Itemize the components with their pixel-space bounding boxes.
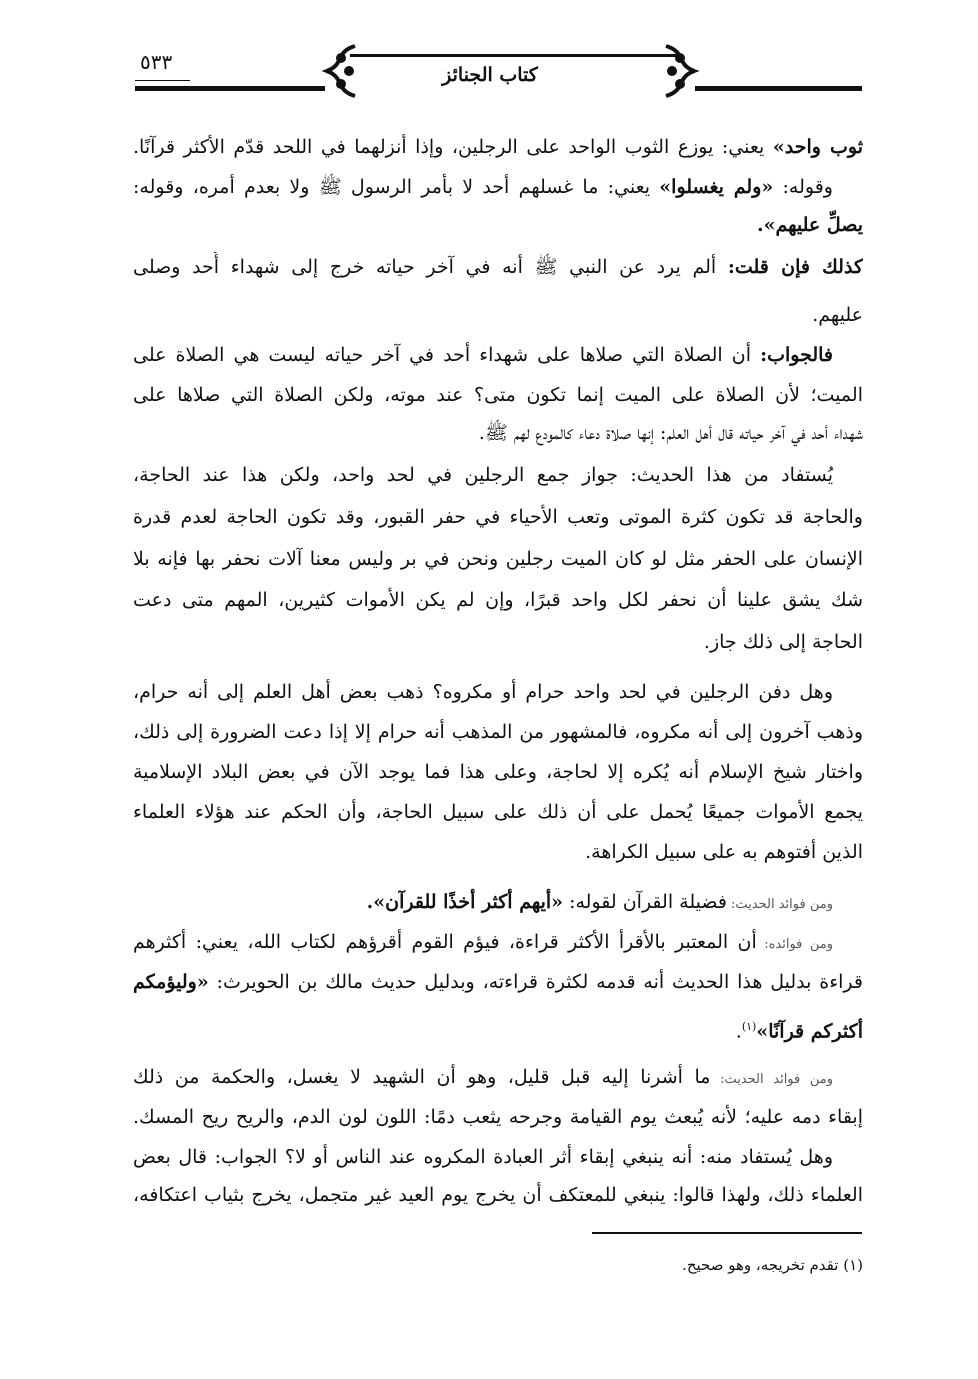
text-segment: الميت؛ لأن الصلاة على الميت إنما تكون متى؟ عند موته، ولكن الصلاة التي صلاها على <box>133 384 863 406</box>
header-rule-left-thin <box>135 80 190 81</box>
header-rule-left <box>135 86 325 91</box>
ornament-left-icon <box>315 44 361 98</box>
text-segment: قراءة بدليل هذا الحديث أنه قدمه لكثرة قراءته، وبدليل حديث مالك بن الحويرث: <box>208 971 863 993</box>
text-line <box>133 927 863 957</box>
bold-text: فالجواب: <box>760 344 833 366</box>
text-segment: الإنسان على الحفر مثل لو كان الميت رجلين ونحن في بر وليس معنا آلات نحفر بها فإنه بلا <box>133 548 863 570</box>
section-label: ومن فوائد الحديث: <box>710 1072 833 1087</box>
header-rule-right <box>695 86 862 91</box>
text-line <box>133 717 863 747</box>
text-segment: . <box>735 1020 742 1043</box>
text-segment: إبقاء دمه عليه؛ لأنه يُبعث يوم القيامة وجرحه يثعب دمًا: اللون لون الدم، والريح ريح المسك. <box>133 1106 863 1128</box>
text-segment: وهل دفن الرجلين في لحد واحد حرام أو مكروه؟ ذهب بعض أهل العلم إلى أنه حرام، <box>133 681 833 703</box>
text-line <box>133 502 863 532</box>
footnote-separator <box>592 1232 862 1234</box>
text-line <box>133 380 863 410</box>
text-segment: يعني: ما غسلهم أحد لا بأمر الرسول ﷺ ولا بعدم أمره، وقوله: <box>133 176 660 198</box>
text-segment: الحاجة إلى ذلك جاز. <box>703 631 863 653</box>
text-line <box>133 132 863 162</box>
bold-text: أكثركم قرآنًا» <box>756 1020 863 1043</box>
text-segment: شهداء أحد في آخر حياته قال أهل العلم: إنها صلاة دعاء كالمودع لهم ﷺ. <box>478 422 863 444</box>
text-line <box>133 1102 863 1132</box>
text-segment: فضيلة القرآن لقوله: <box>563 891 727 913</box>
text-line <box>133 1142 863 1172</box>
text-line <box>133 1180 863 1210</box>
footnote-ref: (١) <box>741 1020 757 1033</box>
text-segment: ألم يرد عن النبي ﷺ أنه في آخر حياته خرج إلى شهداء أُحد وصلى <box>133 256 728 278</box>
text-line <box>133 677 863 707</box>
text-line <box>133 252 863 282</box>
text-line <box>133 967 863 997</box>
header-rule-top <box>350 54 680 57</box>
ornament-right-icon <box>660 44 706 98</box>
text-segment: وقوله: <box>773 176 833 198</box>
text-segment: واختار شيخ الإسلام أنه يُكره إلا لحاجة، وعلى هذا فما يوجد الآن في بعض البلاد الإسلامية <box>133 761 863 783</box>
footnote: (١) تقدم تخريجه، وهو صحيح. <box>682 1256 863 1274</box>
text-segment: شك يشق علينا أن نحفر لكل واحد قبرًا، وإن لم يكن الأموات كثيرين، المهم متى دعت <box>133 589 863 611</box>
text-segment: وذهب آخرون إلى أنه مكروه، فالمشهور من المذهب أنه حرام إلا إذا دعت الضرورة إلى ذلك، <box>133 721 863 743</box>
text-segment: العلماء ذلك، ولهذا قالوا: ينبغي للمعتكف أن يخرج يوم العيد غير متجمل، يخرج بثياب اعتكافه، <box>133 1184 863 1206</box>
bold-text: يصلِّ عليهم». <box>756 214 863 236</box>
text-line <box>133 172 863 202</box>
text-segment: الذين أفتوهم به على سبيل الكراهة. <box>585 841 863 863</box>
section-label: ومن فوائد الحديث: <box>726 897 833 912</box>
text-line <box>133 418 863 448</box>
text-line <box>133 340 863 370</box>
text-line <box>133 544 863 574</box>
text-line <box>133 837 863 867</box>
bold-text: كذلك فإن قلت: <box>727 256 863 278</box>
page-number: ٥٣٣ <box>140 50 173 74</box>
text-line <box>133 627 863 657</box>
bold-text: «ولم يغسلوا» <box>659 176 774 198</box>
text-line <box>133 460 863 490</box>
text-segment: وهل يُستفاد منه: أنه ينبغي إبقاء أثر العبادة المكروه عند الناس أو لا؟ الجواب: قال بعض <box>133 1146 833 1168</box>
text-segment: يعني: يوزع الثوب الواحد على الرجلين، وإذا أنزلهما في اللحد قدّم الأكثر قرآنًا. <box>133 136 773 158</box>
bold-text: ثوب واحد» <box>772 136 863 158</box>
text-line <box>133 300 863 330</box>
text-line <box>133 210 863 240</box>
section-label: ومن فوائده: <box>756 937 833 952</box>
text-line <box>133 585 863 615</box>
text-line <box>133 757 863 787</box>
text-line <box>133 797 863 827</box>
running-title: كتاب الجنائز <box>442 64 538 86</box>
text-line <box>133 887 863 920</box>
bold-text: «أيهم أكثر أخذًا للقرآن». <box>366 891 564 913</box>
text-segment: أن المعتبر بالأقرأ الأكثر قراءة، فيؤم القوم أقرؤهم لكتاب الله، يعني: أكثرهم <box>133 931 757 953</box>
text-segment: يُستفاد من هذا الحديث: جواز جمع الرجلين في لحد واحد، ولكن هذا عند الحاجة، <box>133 464 833 486</box>
text-segment: ما أشرنا إليه قبل قليل، وهو أن الشهيد لا يغسل، والحكمة من ذلك <box>133 1066 711 1088</box>
text-segment: أن الصلاة التي صلاها على شهداء أحد في آخر حياته ليست هي الصلاة على <box>133 344 761 366</box>
text-line <box>133 1012 863 1046</box>
text-segment: عليهم. <box>812 304 863 326</box>
text-line <box>133 1062 863 1092</box>
bold-text: «وليؤمكم <box>133 971 209 993</box>
text-segment: يجمع الأموات جميعًا يُحمل على أن ذلك على سبيل الحاجة، وأن الحكم عند هؤلاء العلماء <box>133 801 863 823</box>
text-segment: والحاجة قد تكون كثرة الموتى وتعب الأحياء في حفر القبور، وقد تكون الحاجة لعدم قدرة <box>133 506 863 528</box>
